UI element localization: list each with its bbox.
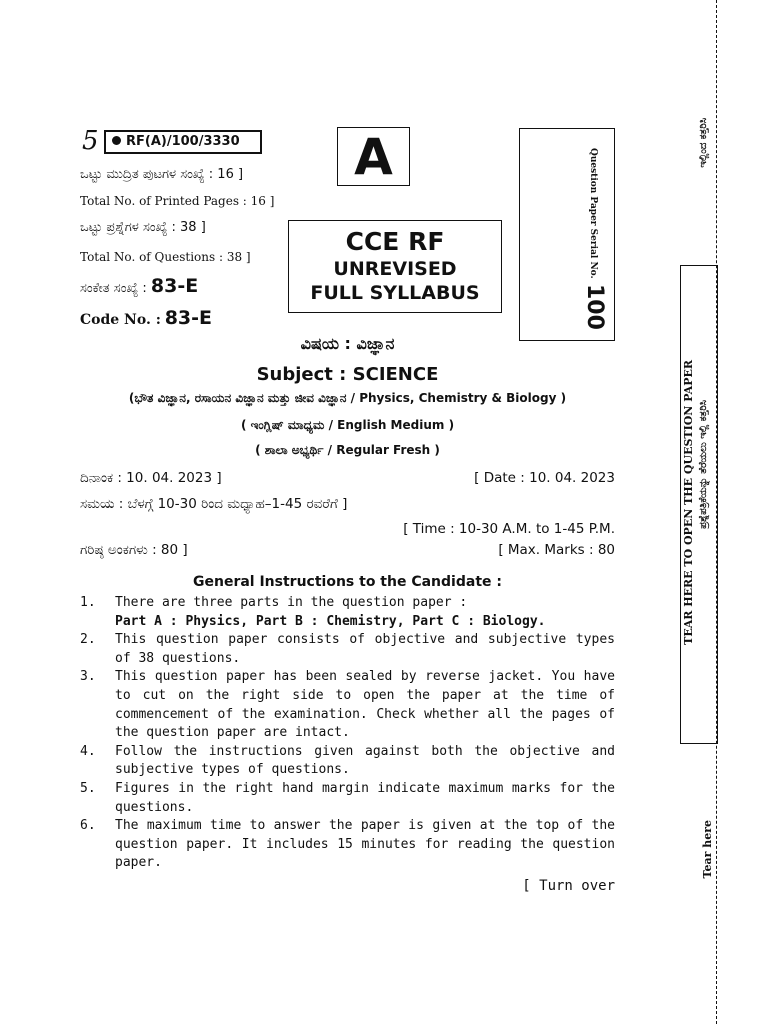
medium: ( ಇಂಗ್ಲಿಷ್ ಮಾಧ್ಯಮ / English Medium ) [240,418,455,432]
instructions-title: General Instructions to the Candidate : [193,574,502,590]
printed-pages-en: Total No. of Printed Pages : 16 ] [80,194,275,208]
title-box [288,220,502,313]
time-kn: ಸಮಯ : ಬೆಳಗ್ಗೆ 10-30 ರಿಂದ ಮಧ್ಯಾಹ–1-45 ರವರೆಗೆ ] [80,496,348,512]
paper-code: RF(A)/100/3330 [126,134,240,149]
instructions-list [80,594,615,873]
subject-kn: ವಿಷಯ : ವಿಜ್ಞಾನ [300,334,395,353]
marks-en: [ Max. Marks : 80 [498,542,615,558]
tear-top-kn: ಇಲ್ಲಿಂದ ಕತ್ತರಿಸಿ [698,118,709,168]
questions-en: Total No. of Questions : 38 ] [80,250,251,264]
version-letter: A [337,127,410,186]
title-line-1: CCE RF [345,227,445,256]
turn-over: [ Turn over [522,878,615,894]
code-en-value: 83-E [164,307,212,329]
tear-here-label: Tear here [701,820,714,879]
page-number: 5 [82,126,99,156]
instruction-item: 6. The maximum time to answer the paper is given at the top of the question paper. It includes 15 minutes for reading the question paper. [80,818,615,871]
serial-label: Question Paper Serial No. [588,148,598,279]
instruction-item: 5. Figures in the right hand margin indicate maximum marks for the questions. [80,780,615,815]
code-kn-label: ಸಂಕೇತ ಸಂಖ್ಯೆ : [80,281,147,296]
date-en: [ Date : 10. 04. 2023 [474,470,615,486]
bullet-icon [112,136,121,145]
instruction-item: 1. There are three parts in the question paper : [80,595,468,610]
candidate-type: ( ಶಾಲಾ ಅಭ್ಯರ್ಥಿ / Regular Fresh ) [255,443,440,457]
code-kn-value: 83-E [150,275,199,297]
instruction-item: 3. This question paper has been sealed by reverse jacket. You have to cut on the right side to open the paper at the time of commencement of the examination. Check whether all the pages of the question paper are intact. [80,669,615,741]
instruction-parts: Part A : Physics, Part B : Chemistry, Part C : Biology. [115,613,546,629]
code-en [80,307,212,329]
time-en: [ Time : 10-30 A.M. to 1-45 P.M. [403,521,615,537]
code-kn [80,275,198,297]
tear-instruction-kn: ಪ್ರಶ್ನೆಪತ್ರಿಕೆಯನ್ನು ತೆರೆಯಲು ಇಲ್ಲಿ ಕತ್ತರಿಸಿ [698,400,709,529]
instruction-item: 2. This question paper consists of objective and subjective types of 38 questions. [80,632,615,666]
tear-instruction-en: TEAR HERE TO OPEN THE QUESTION PAPER [682,360,695,645]
serial-number: 100 [582,284,607,330]
code-en-label: Code No. : [80,312,161,328]
printed-pages-kn: ಒಟ್ಟು ಮುದ್ರಿತ ಪುಟಗಳ ಸಂಖ್ಯೆ : 16 ] [80,167,244,182]
marks-kn: ಗರಿಷ್ಠ ಅಂಕಗಳು : 80 ] [80,542,188,558]
subject-en: Subject : SCIENCE [256,364,439,385]
title-line-2: UNREVISED [333,258,457,280]
questions-kn: ಒಟ್ಟು ಪ್ರಶ್ನೆಗಳ ಸಂಖ್ಯೆ : 38 ] [80,220,206,235]
instruction-item: 4. Follow the instructions given against both the objective and subjective types of questions. [80,743,615,778]
title-line-3: FULL SYLLABUS [310,282,480,304]
subject-subtitle: (ಭೌತ ವಿಜ್ಞಾನ, ರಸಾಯನ ವಿಜ್ಞಾನ ಮತ್ತು ಜೀವ ವಿಜ್ಞಾನ / Physics, Chemistry & Biology ) [128,391,567,405]
date-kn: ದಿನಾಂಕ : 10. 04. 2023 ] [80,470,222,486]
paper-code-box [104,130,262,154]
